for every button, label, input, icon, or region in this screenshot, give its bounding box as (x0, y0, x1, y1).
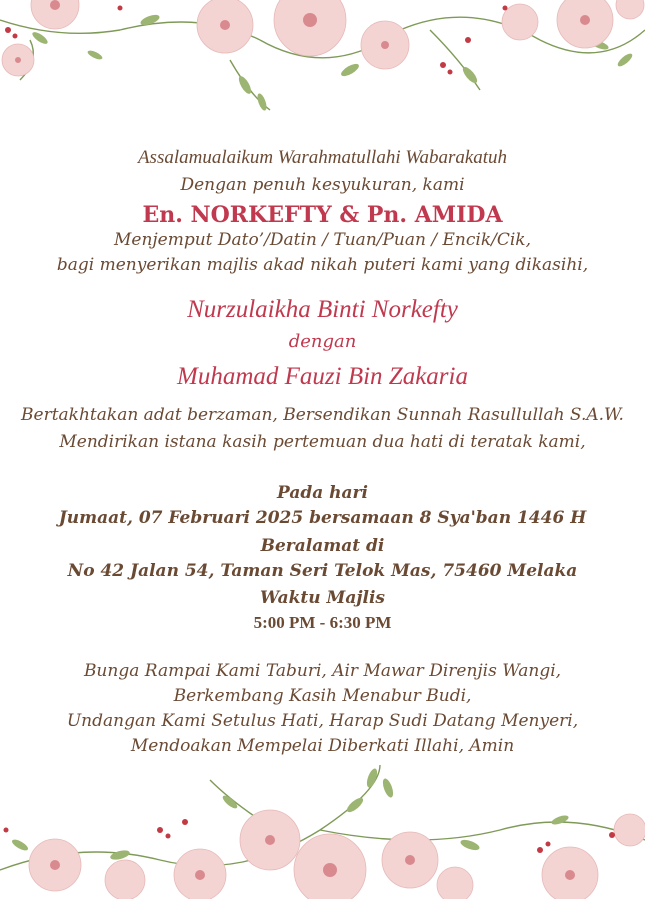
invite-line-1: Menjemput Dato’/Datin / Tuan/Puan / Encik/Cik, (113, 230, 531, 250)
parents-names: En. NORKEFTY & Pn. AMIDA (142, 202, 503, 228)
adat-line-1: Bertakhtakan adat berzaman, Bersendikan Sunnah Rasullullah S.A.W. (21, 405, 624, 425)
greeting: Assalamualaikum Warahmatullahi Wabarakatuh (137, 147, 508, 168)
groom-name: Muhamad Fauzi Bin Zakaria (177, 363, 468, 390)
intro-text: Dengan penuh kesyukuran, kami (180, 175, 465, 195)
invite-line-2: bagi menyerikan majlis akad nikah puteri kami yang dikasihi, (56, 255, 589, 275)
event-time: 5:00 PM - 6:30 PM (253, 613, 392, 632)
address-label: Beralamat di (260, 536, 385, 556)
conjunction-text: dengan (288, 331, 357, 352)
floral-border-top (0, 0, 645, 115)
event-address: No 42 Jalan 54, Taman Seri Telok Mas, 75460 Melaka (67, 561, 578, 581)
floral-border-bottom (0, 760, 645, 899)
pantun-line-4: Mendoakan Mempelai Diberkati Illahi, Amin (130, 736, 515, 756)
event-date: Jumaat, 07 Februari 2025 bersamaan 8 Sya'ban 1446 H (58, 508, 587, 528)
pantun-line-2: Berkembang Kasih Menabur Budi, (173, 686, 472, 706)
adat-line-2: Mendirikan istana kasih pertemuan dua hati di teratak kami, (59, 432, 586, 452)
date-label: Pada hari (277, 483, 368, 503)
bride-name: Nurzulaikha Binti Norkefty (187, 296, 458, 323)
pantun-line-3: Undangan Kami Setulus Hati, Harap Sudi Datang Menyeri, (66, 711, 579, 731)
pantun-line-1: Bunga Rampai Kami Taburi, Air Mawar Direnjis Wangi, (83, 661, 562, 681)
time-label: Waktu Majlis (259, 588, 385, 608)
